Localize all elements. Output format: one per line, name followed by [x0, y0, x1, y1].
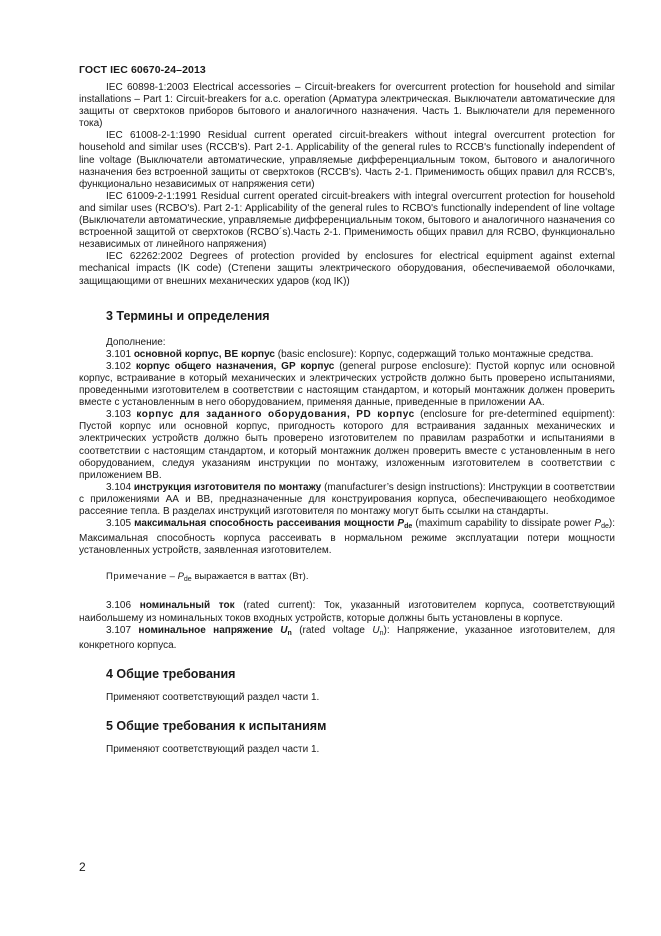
reference-iec-61009: IEC 61009-2-1:1991 Residual current operated circuit-breakers with integral overcurrent protection for household and similar uses (RCBO's). Part 2-1: Applicability of the general rules to RCBO's functionally independent of line voltage (Выключатели автоматические, управляемые дифференциальным током, бытового и аналогичного назначения со встроенной защитой от сверхтоков (RCBO´s).Часть 2-1. Применимость общих правил для RCBO, функционально независимых от линейного напряжения)	[79, 190, 615, 251]
document-body	[79, 82, 615, 756]
document-header: ГОСТ IEC 60670-24–2013	[79, 64, 206, 76]
term-3-103: 3.103 корпус для заданного оборудования, PD корпус (enclosure for pre-determined equipment): Пустой корпус или основной корпус, пригодность которого для встраивания заданных механических и электрических устройств должно быть проверено изготовителем по правилам разработки и испытаниями в соответствии с настоящим стандартом, и который монтажник должен проверить вместе с установленным в него оборудованием, следуя указаниям инструкции по монтажу, изложенным изготовителем в соответствии с приложением ВВ.	[79, 409, 615, 481]
reference-iec-60898: IEC 60898-1:2003 Electrical accessories – Circuit-breakers for overcurrent protection for household and similar installations – Part 1: Circuit-breakers for a.c. operation (Арматура электрическая. Выключатели автоматические для защиты от сверхтоков приборов бытового и аналогичного назначения. Часть 1. Выключатели для переменного тока)	[79, 82, 615, 130]
page-number: 2	[79, 860, 86, 874]
note-3-105: Примечание – $P_{de}$ выражается в ваттах (Вт).	[106, 571, 309, 584]
reference-iec-61008: IEC 61008-2-1:1990 Residual current operated circuit-breakers without integral overcurrent protection for household and similar uses (RCCB's). Part 2-1. Applicability of the general rules to RCCB's functionally independent of line voltage (Выключатели автоматические, управляемые дифференциальным током, бытового и аналогичного назначения без встроенной защиты от сверхтоков (RCCB's). Часть 2-1. Применимость общих правил для RCCB's, функционально независимых от напряжения сети)	[79, 130, 615, 190]
term-3-106: 3.106 номинальный ток (rated current): Ток, указанный изготовителем корпуса, соответствующий наибольшему из номинальных токов входных устройств, которые должны быть установлены в корпусе.	[79, 600, 615, 624]
term-3-101: 3.101 основной корпус, BE корпус (basic enclosure): Корпус, содержащий только монтажные средства.	[106, 348, 594, 360]
section-5-text: Применяют соответствующий раздел части 1.	[106, 744, 320, 756]
section-3-title: 3 Термины и определения	[106, 308, 270, 323]
term-3-105: 3.105 максимальная способность рассеивания мощности $P_{de}$ (maximum capability to dissipate power $P_{de}$): Максимальная способность корпуса рассеивать в нормальном режиме эксплуатации потери мощности установленных устройств, заявленная изготовителем.	[79, 518, 615, 557]
section-4-title: 4 Общие требования	[106, 666, 236, 681]
section-5-title: 5 Общие требования к испытаниям	[106, 719, 327, 734]
section-4-text: Применяют соответствующий раздел части 1.	[106, 691, 320, 703]
term-3-104: 3.104 инструкция изготовителя по монтажу (manufacturer’s design instructions): Инструкции в соответствии с приложениями АА и ВВ, предназначенные для конструирования корпуса, обеспечивающего необходимое рассеяние тепла. В разделах инструкций изготовителя по монтажу могут быть ссылки на стандарты.	[79, 481, 615, 517]
term-3-107: 3.107 номинальное напряжение $U_n$ (rated voltage $U_n$): Напряжение, указанное изготовителем, для конкретного корпуса.	[79, 624, 615, 651]
reference-iec-62262: IEC 62262:2002 Degrees of protection provided by enclosures for electrical equipment against external mechanical impacts (IK code) (Степени защиты электрического оборудования, обеспечиваемой оболочками, защищающими от внешних механических ударов (код IK))	[79, 251, 615, 287]
term-3-102: 3.102 корпус общего назначения, GP корпус (general purpose enclosure): Пустой корпус или основной корпус, встраивание в который механических и электрических устройств должно быть проверено испытаниями, проведенными изготовителем в соответствии с настоящим стандартом, и который монтажник должен проверить вместе с установленным в него оборудованием, применяя данные, приведенные в приложении АА.	[79, 360, 615, 409]
section-3-intro: Дополнение:	[106, 336, 166, 348]
